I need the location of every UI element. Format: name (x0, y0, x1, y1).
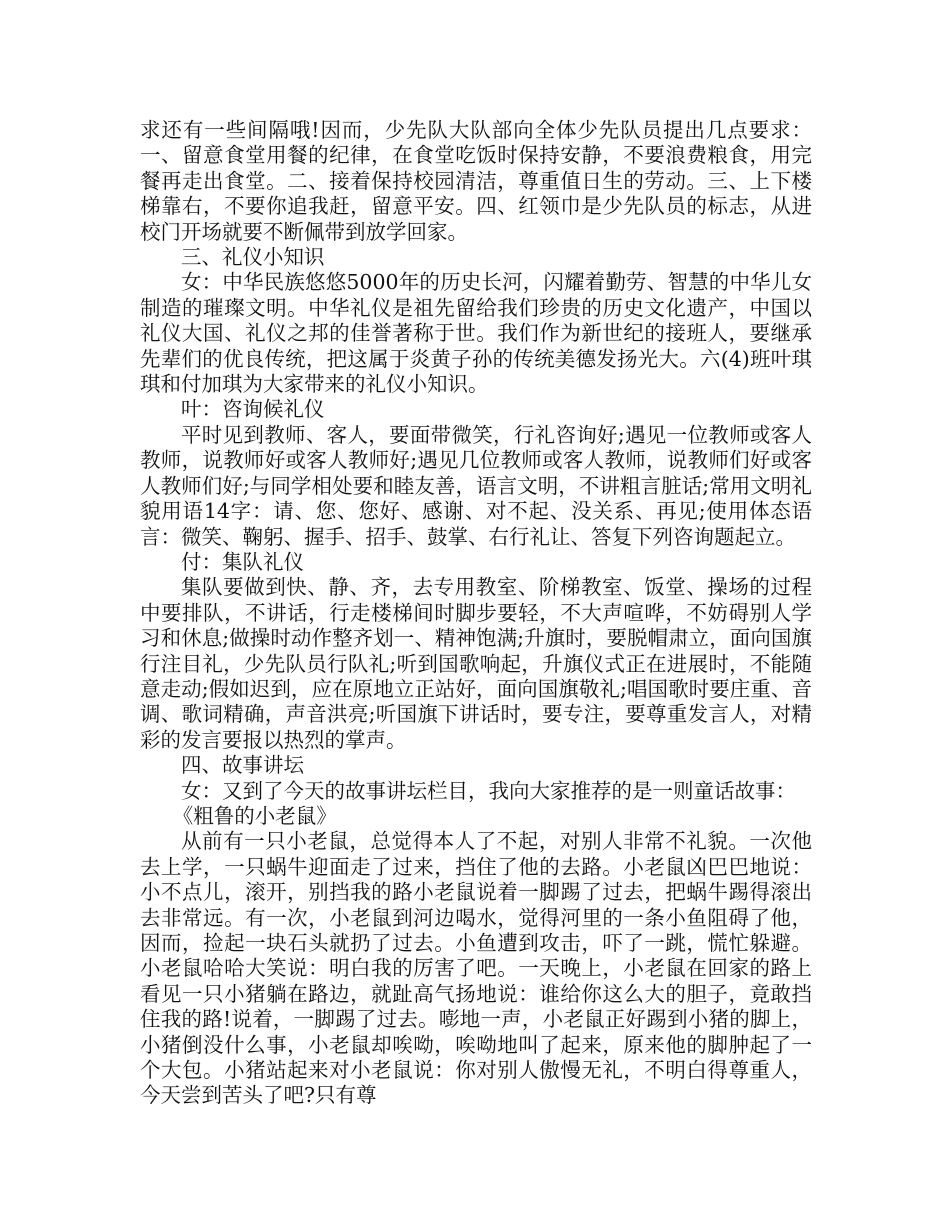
paragraph-assembly-etiquette: 集队要做到快、静、齐，去专用教室、阶梯教室、饭堂、操场的过程中要排队，不讲话，行走楼梯间时脚步要轻，不大声喧哗，不妨碍别人学习和休息;做操时动作整齐划一、精神饱满;升旗时，要脱帽肃立，面向国旗行注目礼，少先队员行队礼;听到国歌响起，升旗仪式正在进展时，不能随意走动;假如迟到，应在原地立正站好，面向国旗敬礼;唱国歌时要庄重、音调、歌词精确，声音洪亮;听国旗下讲话时，要专注，要尊重发言人，对精彩的发言要报以热烈的掌声。 (140, 575, 812, 752)
paragraph-story-body: 从前有一只小老鼠，总觉得本人了不起，对别人非常不礼貌。一次他去上学，一只蜗牛迎面走了过来，挡住了他的去路。小老鼠凶巴巴地说：小不点儿，滚开，别挡我的路小老鼠说着一脚踢了过去，把蜗牛踢得滚出去非常远。有一次，小老鼠到河边喝水，觉得河里的一条小鱼阻碍了他，因而，捡起一块石头就扔了过去。小鱼遭到攻击，吓了一跳，慌忙躲避。小老鼠哈哈大笑说：明白我的厉害了吧。一天晚上，小老鼠在回家的路上看见一只小猪躺在路边，就趾高气扬地说：谁给你这么大的胆子，竟敢挡住我的路!说着，一脚踢了过去。嘭地一声，小老鼠正好踢到小猪的脚上，小猪倒没什么事，小老鼠却唉呦，唉呦地叫了起来，原来他的脚肿起了一个大包。小猪站起来对小老鼠说：你对别人傲慢无礼，不明白得尊重人，今天尝到苦头了吧?只有尊 (140, 829, 812, 1108)
paragraph-story-intro: 女：又到了今天的故事讲坛栏目，我向大家推荐的是一则童话故事： (181, 778, 796, 803)
paragraph-etiquette-intro: 女：中华民族悠悠5000年的历史长河，闪耀着勤劳、智慧的中华儿女制造的璀璨文明。中华礼仪是祖先留给我们珍贵的历史文化遗产，中国以礼仪大国、礼仪之邦的佳誉著称于世。我们作为新世纪的接班人，要继承先辈们的优良传统，把这属于炎黄子孙的传统美德发扬光大。六(4)班叶琪琪和付加琪为大家带来的礼仪小知识。 (140, 270, 812, 397)
paragraph-greeting-etiquette: 平时见到教师、客人，要面带微笑，行礼咨询好;遇见一位教师或客人教师，说教师好或客人教师好;遇见几位教师或客人教师，说教师们好或客人教师们好;与同学相处要和睦友善，语言文明，不讲粗言脏话;常用文明礼貌用语14字：请、您、您好、感谢、对不起、没关系、再见;使用体态语言：微笑、鞠躬、握手、招手、鼓掌、右行礼让、答复下列咨询题起立。 (140, 422, 812, 549)
subheading-assembly-etiquette: 付：集队礼仪 (181, 549, 304, 574)
document-page (140, 118, 812, 1109)
subheading-greeting-etiquette: 叶：咨询候礼仪 (181, 397, 325, 422)
section-heading-etiquette: 三、礼仪小知识 (181, 245, 325, 270)
story-title: 《粗鲁的小老鼠》 (172, 803, 337, 828)
paragraph-continuation: 求还有一些间隔哦!因而，少先队大队部向全体少先队员提出几点要求：一、留意食堂用餐的纪律，在食堂吃饭时保持安静，不要浪费粮食，用完餐再走出食堂。二、接着保持校园清洁，尊重值日生的劳动。三、上下楼梯靠右，不要你追我赶，留意平安。四、红领巾是少先队员的标志，从进校门开场就要不断佩带到放学回家。 (140, 118, 812, 244)
section-heading-story: 四、故事讲坛 (181, 753, 304, 778)
